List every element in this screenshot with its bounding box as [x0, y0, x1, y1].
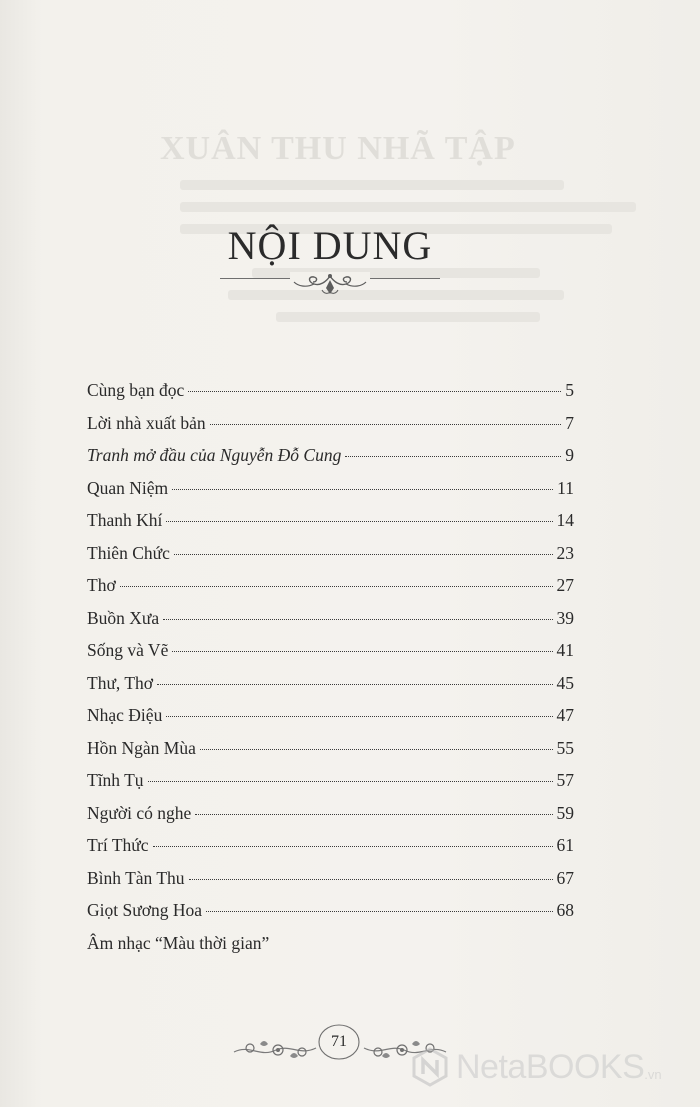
- toc-dot-leader: [189, 879, 553, 880]
- toc-entry: [87, 738, 574, 771]
- toc-entry: [87, 575, 574, 608]
- toc-entry-page: 68: [556, 900, 574, 920]
- toc-entry-page: 41: [556, 640, 574, 660]
- toc-entry-title: Lời nhà xuất bản: [87, 412, 206, 433]
- toc-entry: [87, 835, 574, 868]
- toc-entry-page: 57: [556, 770, 574, 790]
- toc-entry-title: Bình Tàn Thu: [87, 867, 185, 888]
- toc-entry: [87, 380, 574, 413]
- toc-entry: [87, 868, 574, 901]
- toc-dot-leader: [345, 456, 561, 457]
- bleed-through-title: XUÂN THU NHÃ TẬP: [160, 130, 516, 167]
- toc-dot-leader: [200, 749, 553, 750]
- toc-entry-title: Nhạc Điệu: [87, 705, 163, 725]
- toc-dot-leader: [210, 424, 562, 425]
- toc-entry-page: 39: [556, 607, 574, 628]
- toc-dot-leader: [172, 651, 552, 652]
- scroll-ornament-icon: [290, 272, 370, 302]
- watermark-suffix: .vn: [644, 1067, 662, 1082]
- toc-dot-leader: [157, 684, 552, 685]
- toc-entry-page: 14: [556, 510, 574, 530]
- toc-dot-leader: [148, 781, 553, 782]
- toc-dot-leader: [166, 521, 552, 522]
- toc-entry: [87, 445, 574, 478]
- toc-dot-leader: [188, 391, 561, 392]
- toc-entry: [87, 413, 574, 446]
- toc-entry-page: 59: [556, 802, 574, 823]
- toc-dot-leader: [195, 814, 552, 815]
- toc-entry-page: 5: [565, 380, 574, 400]
- watermark-brand: NetaBOOKS: [456, 1047, 645, 1086]
- toc-entry-page: 61: [556, 835, 574, 855]
- toc-entry-page: 55: [556, 737, 574, 758]
- netabooks-logo-icon: [410, 1047, 450, 1087]
- toc-entry-title: Tĩnh Tụ: [87, 770, 144, 790]
- page-title: NỘI DUNG: [227, 223, 433, 268]
- toc-entry: [87, 933, 574, 966]
- title-divider: [220, 270, 440, 310]
- toc-entry: [87, 900, 574, 933]
- toc-entry: [87, 478, 574, 511]
- toc-entry-title: Trí Thức: [87, 835, 149, 855]
- toc-entry-page: 9: [565, 445, 574, 465]
- toc-entry: [87, 608, 574, 641]
- toc-dot-leader: [172, 489, 553, 490]
- toc-entry-title: Hồn Ngàn Mùa: [87, 737, 196, 758]
- page-number: 71: [331, 1033, 347, 1050]
- toc-entry: [87, 770, 574, 803]
- toc-entry-page: 67: [556, 867, 574, 888]
- toc-entry-title: Buồn Xưa: [87, 607, 160, 628]
- toc-entry-page: 47: [556, 705, 574, 725]
- toc-dot-leader: [166, 716, 552, 717]
- toc-entry: [87, 673, 574, 706]
- toc-entry-page: 27: [556, 575, 574, 595]
- netabooks-watermark: [410, 1042, 662, 1092]
- toc-entry-title: Thơ: [87, 575, 116, 595]
- toc-entry-page: 45: [556, 672, 574, 693]
- toc-dot-leader: [120, 586, 553, 587]
- toc-entry-title: Sống và Vẽ: [87, 640, 169, 660]
- toc-entry-title: Cùng bạn đọc: [87, 380, 185, 400]
- toc-entry-title: Âm nhạc “Màu thời gian”: [87, 932, 270, 953]
- toc-entry-page: 11: [557, 477, 574, 498]
- toc-entry-title: Thư, Thơ: [87, 672, 154, 693]
- toc-dot-leader: [174, 554, 553, 555]
- toc-entry-title: Giọt Sương Hoa: [87, 900, 202, 920]
- toc-entry: [87, 510, 574, 543]
- toc-entry-title: Thanh Khí: [87, 510, 163, 530]
- toc-dot-leader: [206, 911, 553, 912]
- toc-entry: [87, 640, 574, 673]
- toc-entry: [87, 803, 574, 836]
- toc-entry-title: Tranh mở đầu của Nguyễn Đỗ Cung: [87, 445, 342, 465]
- toc-entry: [87, 543, 574, 576]
- toc-dot-leader: [153, 846, 553, 847]
- toc-entry-page: 7: [565, 412, 574, 433]
- table-of-contents: [87, 380, 574, 965]
- toc-entry-title: Quan Niệm: [87, 477, 169, 498]
- toc-dot-leader: [163, 619, 552, 620]
- toc-entry-title: Người có nghe: [87, 802, 192, 823]
- toc-entry: [87, 705, 574, 738]
- toc-entry-page: 23: [556, 542, 574, 563]
- toc-entry-title: Thiên Chức: [87, 542, 170, 563]
